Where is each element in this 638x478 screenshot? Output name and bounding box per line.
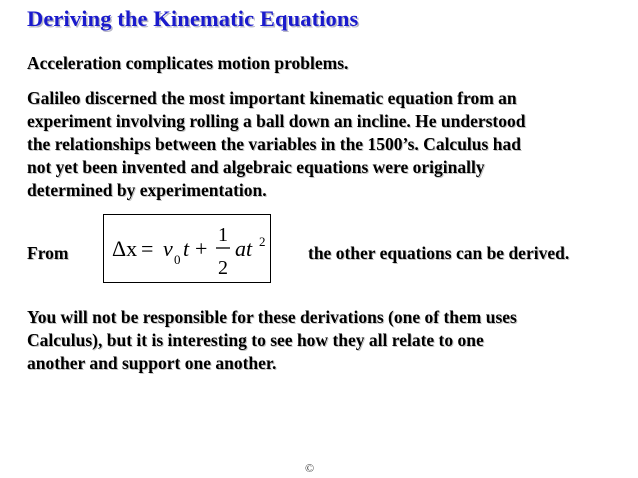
equation-at: at [235, 236, 253, 261]
note-paragraph [27, 306, 627, 375]
body-line: the relationships between the variables in the 1500’s. Calculus had [27, 134, 521, 154]
note-line: another and support one another. [27, 353, 277, 373]
slide-title: Deriving the Kinematic Equations [27, 6, 359, 31]
equation-box [103, 214, 271, 283]
equation-equals: = [141, 236, 154, 261]
from-label: From [27, 243, 69, 263]
equation-exponent: 2 [259, 234, 266, 249]
kinematic-equation [104, 215, 272, 284]
body-paragraph [27, 87, 627, 202]
note-line: Calculus), but it is interesting to see how they all relate to one [27, 330, 484, 350]
fraction-numerator: 1 [218, 224, 228, 246]
note-line: You will not be responsible for these derivations (one of them uses [27, 307, 517, 327]
copyright-symbol: © [305, 461, 315, 475]
equation-v-subscript: 0 [174, 252, 181, 267]
body-line: Galileo discerned the most important kinematic equation from an [27, 88, 517, 108]
equation-delta-x: Δx [112, 236, 138, 261]
derived-label: the other equations can be derived. [308, 243, 570, 263]
body-line: experiment involving rolling a ball down an incline. He understood [27, 111, 526, 131]
intro-text: Acceleration complicates motion problems. [27, 53, 349, 73]
body-line: determined by experimentation. [27, 180, 267, 200]
equation-plus: + [195, 236, 208, 261]
equation-t: t [183, 236, 190, 261]
body-line: not yet been invented and algebraic equations were originally [27, 157, 485, 177]
fraction-denominator: 2 [218, 257, 228, 279]
equation-v: v [163, 236, 173, 261]
